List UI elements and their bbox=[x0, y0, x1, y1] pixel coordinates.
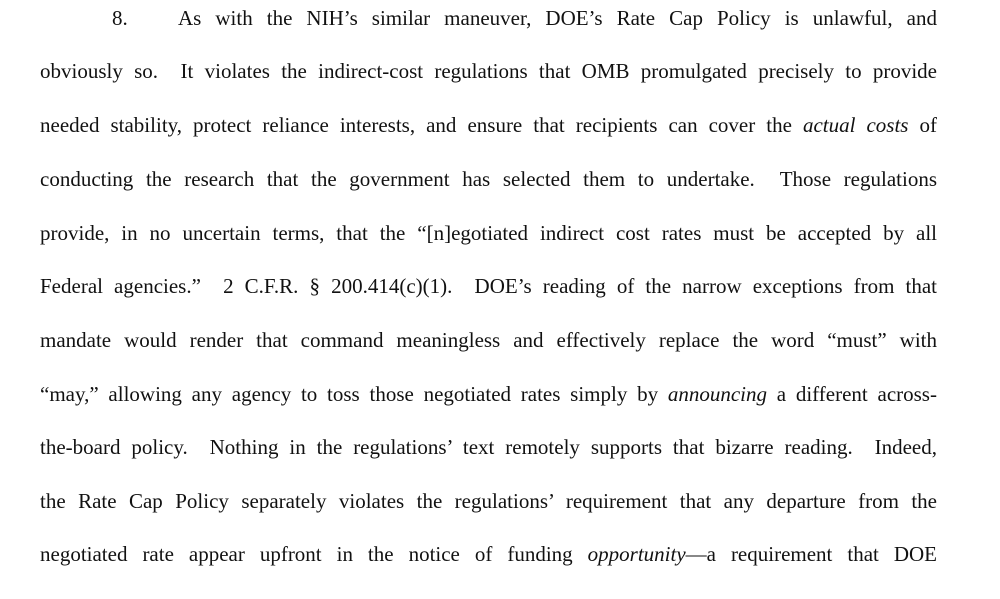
text-line bbox=[40, 272, 937, 300]
text-line bbox=[40, 219, 937, 247]
text-segment: conducting the research that the government has selected them to undertake. Those regulations bbox=[40, 167, 937, 191]
text-segment: mandate would render that command meaningless and effectively replace the word “must” with bbox=[40, 328, 937, 352]
text-line bbox=[40, 487, 937, 515]
text-line bbox=[40, 540, 937, 568]
text-segment: “may,” allowing any agency to toss those negotiated rates simply by bbox=[40, 382, 668, 406]
text-line bbox=[40, 111, 937, 139]
text-segment: negotiated rate appear upfront in the notice of funding bbox=[40, 542, 588, 566]
text-segment: Federal agencies.” 2 C.F.R. § 200.414(c)(1). DOE’s reading of the narrow exceptions from that bbox=[40, 274, 937, 298]
paragraph-number: 8. bbox=[112, 6, 128, 30]
text-line bbox=[40, 380, 937, 408]
text-segment: needed stability, protect reliance interests, and ensure that recipients can cover the bbox=[40, 113, 803, 137]
text-segment: the Rate Cap Policy separately violates the regulations’ requirement that any departure from the bbox=[40, 489, 937, 513]
italic-phrase: announcing bbox=[667, 382, 768, 406]
text-line bbox=[40, 326, 937, 354]
text-segment: As with the NIH’s similar maneuver, DOE’s Rate Cap Policy is unlawful, and bbox=[178, 6, 937, 30]
text-segment: obviously so. It violates the indirect-cost regulations that OMB promulgated precisely to provide bbox=[40, 59, 937, 83]
text-line bbox=[112, 4, 937, 32]
text-line bbox=[40, 165, 937, 193]
text-segment: —a requirement that DOE bbox=[685, 542, 937, 566]
italic-phrase: opportunity bbox=[587, 542, 686, 566]
text-line bbox=[40, 433, 937, 461]
text-segment: provide, in no uncertain terms, that the “[n]egotiated indirect cost rates must be accepted by all bbox=[40, 221, 937, 245]
text-segment: of bbox=[908, 113, 937, 137]
italic-phrase: actual costs bbox=[802, 113, 909, 137]
text-line bbox=[40, 57, 937, 85]
text-segment: the-board policy. Nothing in the regulations’ text remotely supports that bizarre reading. Indeed, bbox=[40, 435, 937, 459]
text-segment: a different across- bbox=[767, 382, 937, 406]
